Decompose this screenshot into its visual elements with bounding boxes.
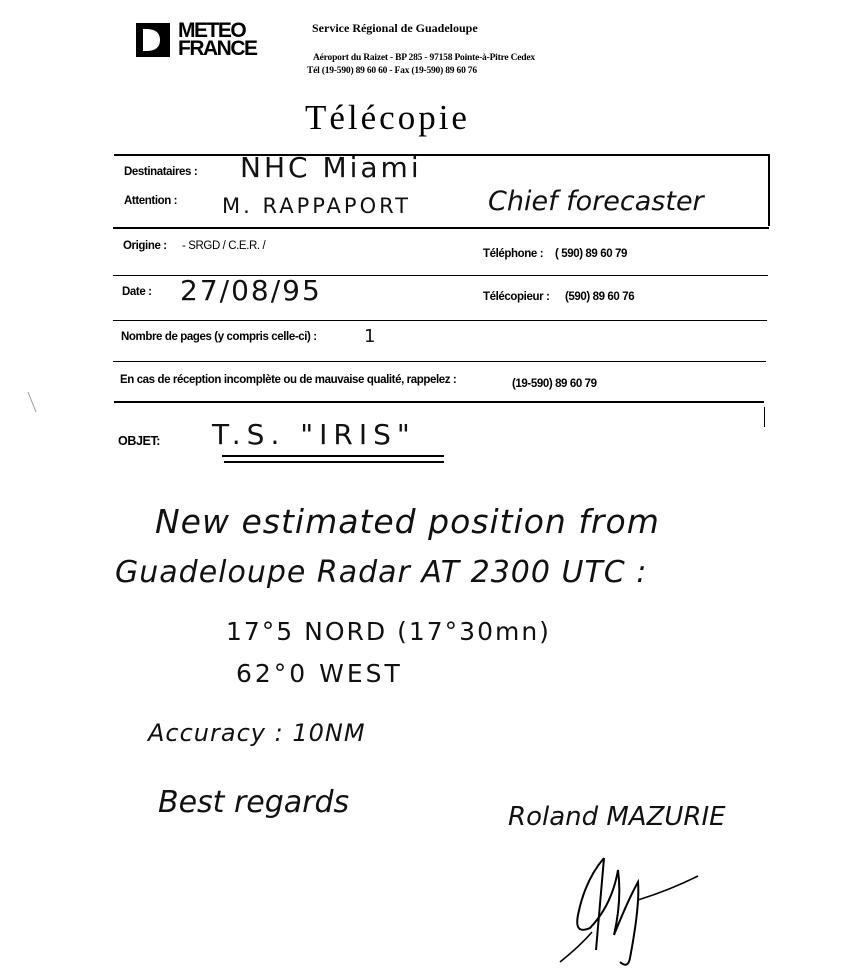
destinataires-label: Destinataires : (124, 166, 198, 178)
message-line-3: 17°5 NORD (17°30mn) (226, 617, 551, 646)
date-value: 27/08/95 (180, 274, 322, 307)
pages-value: 1 (364, 326, 376, 347)
message-closing: Best regards (158, 785, 350, 820)
attention-value: M. RAPPAPORT (222, 194, 412, 218)
document-title: Télécopie (305, 98, 470, 137)
destinataires-value: NHC Miami (240, 151, 422, 184)
rappel-value: (19-590) 89 60 79 (512, 378, 597, 390)
date-label: Date : (122, 286, 152, 298)
telecopieur-label: Télécopieur : (483, 291, 550, 303)
logo-word-france: FRANCE (178, 37, 257, 60)
origine-value: - SRGD / C.E.R. / (182, 240, 266, 252)
objet-value: T.S. "IRIS" (212, 418, 416, 451)
message-line-5: Accuracy : 10NM (148, 719, 366, 747)
signature-name: Roland MAZURIE (508, 802, 726, 832)
attention-label: Attention : (124, 195, 178, 207)
attention-role: Chief forecaster (488, 186, 704, 217)
service-phone-fax: Tél (19-590) 89 60 60 - Fax (19-590) 89 60 76 (307, 66, 477, 76)
objet-label: OBJET: (118, 434, 161, 448)
telephone-label: Téléphone : (483, 248, 544, 260)
telephone-value: ( 590) 89 60 79 (555, 248, 628, 260)
logo-word-meteo: METEO (178, 19, 246, 42)
service-address: Aéroport du Raizet - BP 285 - 97158 Pointe-à-Pitre Cedex (313, 53, 535, 63)
message-line-2: Guadeloupe Radar AT 2300 UTC : (115, 555, 648, 590)
message-line-1: New estimated position from (155, 502, 660, 541)
rappel-label: En cas de réception incomplète ou de mauvaise qualité, rappelez : (120, 374, 457, 386)
telecopieur-value: (590) 89 60 76 (565, 291, 635, 303)
message-line-4: 62°0 WEST (236, 659, 403, 688)
fax-artifact-mark (28, 392, 36, 412)
origine-label: Origine : (123, 240, 167, 252)
pages-label: Nombre de pages (y compris celle-ci) : (121, 331, 317, 343)
service-name: Service Régional de Guadeloupe (312, 21, 478, 35)
